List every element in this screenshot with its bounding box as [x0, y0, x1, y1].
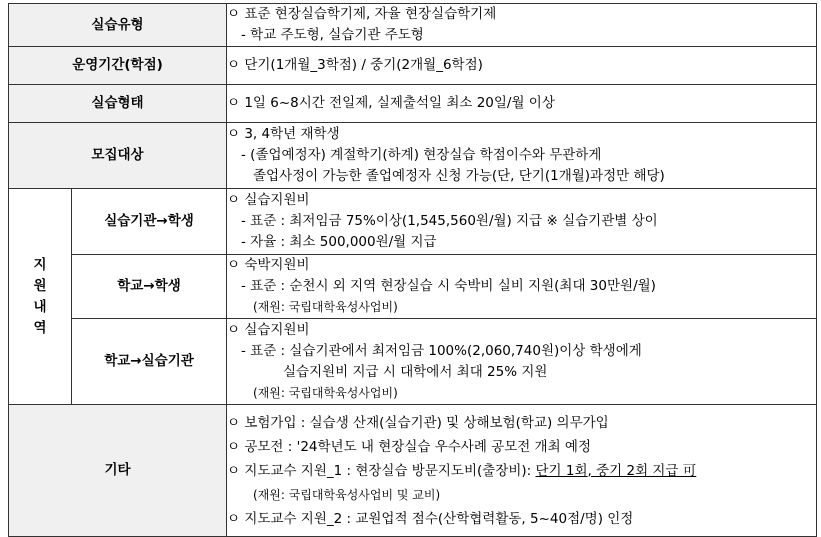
program-table [8, 3, 817, 537]
label-school-to-student: 학교→학생 [72, 255, 227, 319]
content-type [227, 4, 817, 47]
target-line-2: - (졸업예정자) 계절학기(하계) 현장실습 학점이수와 무관하게 [241, 147, 602, 163]
other-line-contest: ㅇ 공모전 : '24학년도 내 현장실습 우수사례 공모전 개최 예정 [227, 438, 592, 455]
type-line-1: ㅇ 표준 현장실습학기제, 자율 현장실습학기제 [227, 6, 497, 22]
row-target [9, 123, 817, 189]
row-form [9, 85, 817, 123]
content-period [227, 47, 817, 85]
school-inst-line-1: ㅇ 실습지원비 [227, 321, 310, 338]
content-form [227, 85, 817, 123]
other-line-advisor-1 [227, 459, 816, 483]
header-type: 실습유형 [9, 4, 227, 47]
advisor-1-underlined: 단기 1회, 중기 2회 지급 可 [535, 462, 697, 479]
row-support-inst [9, 189, 817, 255]
other-funding-note: (재원: 국립대학육성사업비 및 교비) [253, 487, 441, 502]
header-support [9, 189, 72, 405]
content-school-to-inst [227, 319, 817, 405]
row-type [9, 4, 817, 47]
other-line-insurance: ㅇ 보험가입 : 실습생 산재(실습기관) 및 상해보험(학교) 의무가입 [227, 414, 609, 431]
row-support-school-inst [9, 319, 817, 405]
school-line-1: ㅇ 숙박지원비 [227, 257, 310, 273]
form-line-1: ㅇ 1일 6~8시간 전일제, 실제출석일 최소 20일/월 이상 [227, 95, 555, 111]
advisor-1-text: ㅇ 지도교수 지원_1 : 현장실습 방문지도비(출장비): [227, 462, 536, 479]
support-char-1: 지 [33, 256, 47, 273]
type-line-2: - 학교 주도형, 실습기관 주도형 [241, 27, 424, 43]
support-char-2: 원 [33, 277, 47, 294]
content-school-to-student [227, 255, 817, 319]
school-line-2: - 표준 : 순천시 외 지역 현장실습 시 숙박비 실비 지원(최대 30만원/월) [241, 278, 656, 294]
target-line-1: ㅇ 3, 4학년 재학생 [227, 126, 340, 142]
row-other [9, 405, 817, 537]
header-period: 운영기간(학점) [9, 47, 227, 85]
content-inst-to-student [227, 189, 817, 255]
header-target: 모집대상 [9, 123, 227, 189]
row-support-school [9, 255, 817, 319]
period-line-1: ㅇ 단기(1개월_3학점) / 중기(2개월_6학점) [227, 57, 483, 73]
inst-line-2: - 표준 : 최저임금 75%이상(1,545,560원/월) 지급 ※ 실습기관별 상이 [241, 213, 658, 229]
school-inst-funding-note: (재원: 국립대학육성사업비) [253, 385, 398, 400]
target-line-3: 졸업사정이 가능한 졸업예정자 신청 가능(단, 단기(1개월)과정만 해당) [253, 168, 665, 184]
school-inst-line-3: 실습지원비 지급 시 대학에서 최대 25% 지원 [283, 363, 548, 380]
content-other [227, 405, 817, 537]
school-funding-note: (재원: 국립대학육성사업비) [253, 300, 398, 314]
content-target [227, 123, 817, 189]
header-form: 실습형태 [9, 85, 227, 123]
row-period [9, 47, 817, 85]
label-school-to-inst: 학교→실습기관 [72, 319, 227, 405]
header-other: 기타 [9, 405, 227, 537]
support-char-4: 역 [33, 319, 47, 336]
inst-line-1: ㅇ 실습지원비 [227, 192, 310, 208]
school-inst-line-2: - 표준 : 실습기관에서 최저임금 100%(2,060,740원)이상 학생에게 [241, 342, 642, 359]
inst-line-3: - 자율 : 최소 500,000원/월 지급 [241, 234, 437, 250]
other-line-advisor-2: ㅇ 지도교수 지원_2 : 교원업적 점수(산학협력활동, 5~40점/명) 인정 [227, 510, 634, 527]
label-inst-to-student: 실습기관→학생 [72, 189, 227, 255]
support-char-3: 내 [33, 298, 47, 315]
